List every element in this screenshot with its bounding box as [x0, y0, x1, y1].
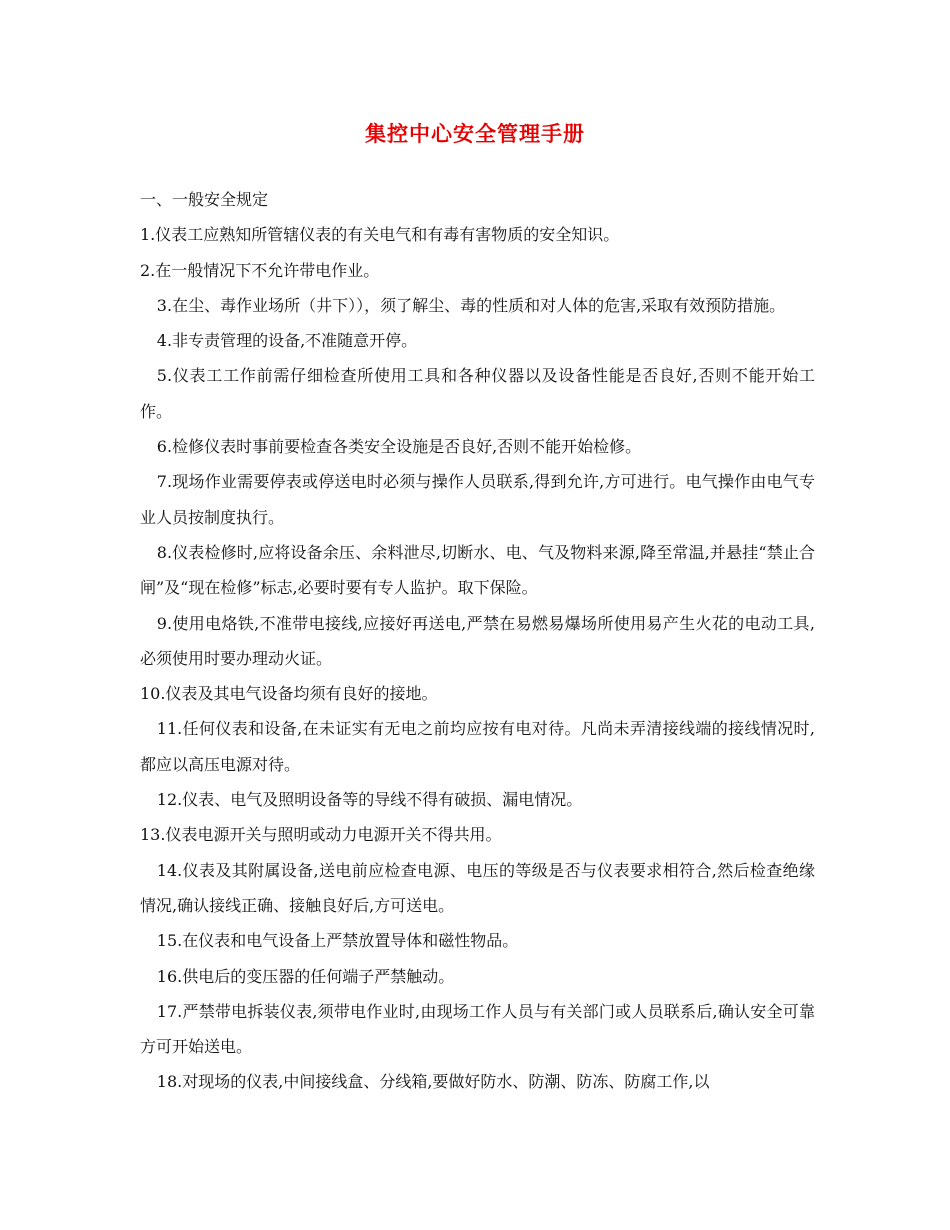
paragraph-item: 11.任何仪表和设备,在未证实有无电之前均应按有电对待。凡尚未弄清接线端的接线情况时,都应以高压电源对待。: [140, 719, 815, 774]
paragraph-item: 16.供电后的变压器的任何端子严禁触动。: [156, 966, 455, 986]
paragraph-list: [140, 217, 815, 1099]
paragraph-item: 6.检修仪表时事前要检查各类安全设施是否良好,否则不能开始检修。: [156, 437, 642, 457]
paragraph-item: 10.仪表及其电气设备均须有良好的接地。: [140, 684, 438, 704]
paragraph-item: 2.在一般情况下不允许带电作业。: [140, 260, 380, 280]
paragraph-item: 17.严禁带电拆装仪表,须带电作业时,由现场工作人员与有关部门或人员联系后,确认安全可靠方可开始送电。: [140, 1001, 815, 1057]
paragraph-item: 15.在仪表和电气设备上严禁放置导体和磁性物品。: [156, 931, 519, 951]
paragraph-item: 1.仪表工应熟知所管辖仪表的有关电气和有毒有害物质的安全知识。: [140, 225, 620, 245]
paragraph-item: 14.仪表及其附属设备,送电前应检查电源、电压的等级是否与仪表要求相符合,然后检查绝缘情况,确认接线正确、接触良好后,方可送电。: [140, 860, 815, 915]
section-heading: 一、一般安全规定: [140, 190, 269, 209]
document-body: [140, 182, 815, 1100]
paragraph-item: 3.在尘、毒作业场所（井下）），须了解尘、毒的性质和对人体的危害,采取有效预防措施。: [156, 295, 786, 315]
document-title: 集控中心安全管理手册: [365, 122, 585, 146]
paragraph-item: 18.对现场的仪表,中间接线盒、分线箱,要做好防水、防潮、防冻、防腐工作,以: [156, 1072, 710, 1092]
paragraph-item: 13.仪表电源开关与照明或动力电源开关不得共用。: [140, 825, 502, 845]
paragraph-item: 4.非专责管理的设备,不准随意开停。: [156, 331, 418, 351]
paragraph-item: 8.仪表检修时,应将设备余压、余料泄尽,切断水、电、气及物料来源,降至常温,并悬挂“禁止合闸”及“现在检修”标志,必要时要有专人监护。取下保险。: [140, 542, 815, 598]
paragraph-item: 5.仪表工工作前需仔细检查所使用工具和各种仪器以及设备性能是否良好,否则不能开始工作。: [140, 366, 815, 421]
paragraph-item: 12.仪表、电气及照明设备等的导线不得有破损、漏电情况。: [156, 790, 583, 810]
paragraph-item: 7.现场作业需要停表或停送电时必须与操作人员联系,得到允许,方可进行。电气操作由电气专业人员按制度执行。: [140, 472, 815, 527]
paragraph-item: 9.使用电烙铁,不准带电接线,应接好再送电,严禁在易燃易爆场所使用易产生火花的电动工具,必须使用时要办理动火证。: [140, 613, 815, 668]
